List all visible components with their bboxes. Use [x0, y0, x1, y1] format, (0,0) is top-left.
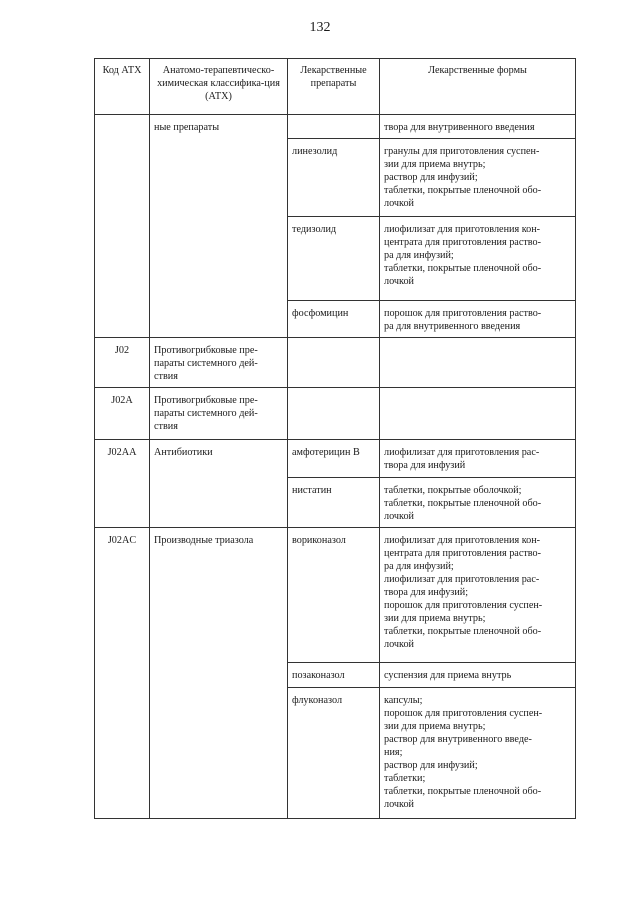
- cell-drug: позаконазол: [288, 663, 380, 688]
- header-atc-code: Код АТХ: [95, 59, 150, 115]
- cell-dosage-forms: [380, 338, 576, 388]
- cell-atc-code: J02: [95, 338, 150, 388]
- header-drugs: Лекарственные препараты: [288, 59, 380, 115]
- cell-drug: линезолид: [288, 139, 380, 217]
- cell-atc-code: J02AA: [95, 440, 150, 528]
- cell-dosage-forms: [380, 388, 576, 440]
- cell-drug: [288, 338, 380, 388]
- cell-classification: Производные триазола: [150, 528, 288, 819]
- header-atc-classification: Анатомо-терапевтическо-химическая классифика-ция (АТХ): [150, 59, 288, 115]
- table-row: [95, 388, 576, 440]
- cell-drug: тедизолид: [288, 217, 380, 301]
- header-dosage-forms: Лекарственные формы: [380, 59, 576, 115]
- cell-dosage-forms: таблетки, покрытые оболочкой; таблетки, покрытые пленочной обо- лочкой: [380, 478, 576, 528]
- atc-drug-table: [94, 58, 576, 819]
- page-number: 132: [309, 20, 331, 35]
- cell-atc-code: [95, 115, 150, 338]
- cell-classification: Противогрибковые пре- параты системного дей- ствия: [150, 338, 288, 388]
- table-row: [95, 115, 576, 139]
- cell-dosage-forms: капсулы; порошок для приготовления суспен- зии для приема внутрь; раствор для внутривенного введе- ния; раствор для инфузий; таблетки; таблетки, покрытые пленочной обо- лочкой: [380, 688, 576, 819]
- cell-drug: [288, 388, 380, 440]
- cell-dosage-forms: лиофилизат для приготовления кон- центрата для приготовления раство- ра для инфузий; лиофилизат для приготовления рас- твора для инфузий; порошок для приготовления суспен- зии для приема внутрь; таблетки, покрытые пленочной обо- лочкой: [380, 528, 576, 663]
- cell-atc-code: J02A: [95, 388, 150, 440]
- cell-atc-code: J02AC: [95, 528, 150, 819]
- cell-classification: ные препараты: [150, 115, 288, 338]
- table-row: [95, 338, 576, 388]
- table-header-row: [95, 59, 576, 115]
- cell-drug: амфотерицин В: [288, 440, 380, 478]
- cell-drug: нистатин: [288, 478, 380, 528]
- cell-drug: вориконазол: [288, 528, 380, 663]
- cell-dosage-forms: лиофилизат для приготовления кон- центрата для приготовления раство- ра для инфузий; таблетки, покрытые пленочной обо- лочкой: [380, 217, 576, 301]
- cell-drug: [288, 115, 380, 139]
- cell-drug: фосфомицин: [288, 301, 380, 338]
- cell-dosage-forms: твора для внутривенного введения: [380, 115, 576, 139]
- cell-drug: флуконазол: [288, 688, 380, 819]
- cell-dosage-forms: гранулы для приготовления суспен- зии для приема внутрь; раствор для инфузий; таблетки, покрытые пленочной обо- лочкой: [380, 139, 576, 217]
- table-row: [95, 528, 576, 663]
- cell-dosage-forms: порошок для приготовления раство- ра для внутривенного введения: [380, 301, 576, 338]
- cell-classification: Антибиотики: [150, 440, 288, 528]
- table-row: [95, 440, 576, 478]
- cell-dosage-forms: лиофилизат для приготовления рас- твора для инфузий: [380, 440, 576, 478]
- cell-dosage-forms: суспензия для приема внутрь: [380, 663, 576, 688]
- cell-classification: Противогрибковые пре- параты системного дей- ствия: [150, 388, 288, 440]
